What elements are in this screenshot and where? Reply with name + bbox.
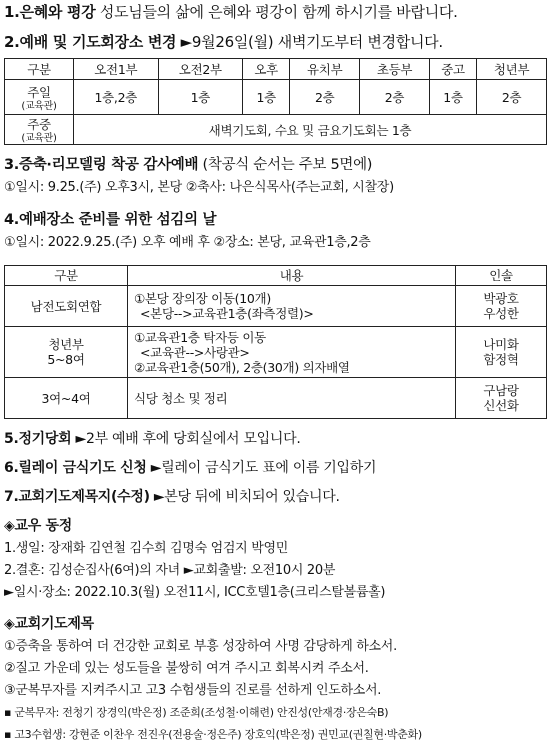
header-cell: 청년부 [477,59,547,80]
prayer-item: ①증축을 통하여 더 건강한 교회로 부흥 성장하여 사명 감당하게 하소서. [4,639,397,654]
sec4-line: ①일시: 2022.9.25.(주) 오후 예배 후 ②장소: 본당, 교육관1층,2층 [4,235,371,250]
leader-name: 신선화 [483,398,519,413]
service-table [4,265,547,419]
leader-cell [456,286,547,327]
sec6 [4,458,547,478]
leader-name: 박광호 [483,291,519,306]
leader-cell [456,378,547,419]
service-row [5,286,547,327]
service-row [5,327,547,378]
schedule-row-weekday [5,115,547,145]
header-cell: 유치부 [290,59,360,80]
cell: 1층,2층 [74,80,159,115]
header-cell: 인솔 [456,266,547,286]
row-label [5,80,74,115]
sec1 [4,2,547,22]
service-header-row [5,266,547,286]
prayer-item: ③군복무자를 지켜주시고 고3 수험생들의 진로를 선하게 인도하소서. [4,683,382,698]
row-label-main: 주일 [27,84,51,100]
sec5 [4,429,547,449]
schedule-row-sunday [5,80,547,115]
row-label-main: 주중 [27,117,51,132]
leader-name: 우성한 [483,306,519,321]
content-cell: 식당 청소 및 정리 [128,378,456,419]
cell: 1층 [429,80,476,115]
news-line: ►일시·장소: 2022.10.3(월) 오전11시, ICC호텔1층(크리스탈볼륨홀) [4,585,386,600]
header-cell: 구분 [5,59,74,80]
sec3-title: 3.증축·리모델링 착공 감사예배 [4,157,199,173]
row-label-sub: (교육관) [21,100,57,112]
sec1-title: 1.은혜와 평강 [4,3,96,21]
content-cell [128,286,456,327]
cell: 1층 [243,80,290,115]
sec6-title: 6.릴레이 금식기도 신청 [4,460,147,476]
sec6-text: ►릴레이 금식기도 표에 이름 기입하기 [150,460,377,476]
header-cell: 중고 [429,59,476,80]
row-label [5,115,74,145]
leader-name: 함정혁 [483,352,519,367]
service-row [5,378,547,419]
sec3-line: ①일시: 9.25.(주) 오후3시, 본당 ②축사: 나은식목사(주는교회, 시찰장) [4,180,394,195]
leader-cell [456,327,547,378]
sec4-title: 4.예배장소 준비를 위한 섬김의 날 [4,212,217,228]
content-line: <교육관-->사랑관> [140,344,250,360]
sec5-title: 5.정기당회 [4,431,72,447]
group-name: 5~8여 [47,352,85,367]
prayer-bullet: ▪ 군복무자: 전청기 장경익(박은정) 조준희(조성철·이해련) 안진성(안재경·장은숙B) [4,706,389,719]
cell: 2층 [477,80,547,115]
prayer-bullet: ▪ 고3수험생: 강현준 이찬우 전진우(전용술·정은주) 장호익(박은정) 권민교(권칠현·박춘화) [4,728,422,741]
sec5-text: ►2부 예배 후에 당회실에서 모입니다. [75,431,301,447]
news-title: ◈교우 동정 [4,518,72,534]
prayer-title: ◈교회기도제목 [4,616,94,632]
row-label-sub: (교육관) [21,133,57,144]
cell: 2층 [290,80,360,115]
leader-name: 구남랑 [483,383,519,398]
cell: 2층 [360,80,430,115]
news-line: 2.결혼: 김성순집사(6여)의 자녀 ►교회출발: 오전10시 20분 [4,563,336,578]
cell: 1층 [158,80,243,115]
group-cell: 남전도회연합 [5,286,128,327]
content-cell [128,327,456,378]
content-line: ①교육관1층 탁자등 이동 [134,329,266,345]
group-name: 청년부 [48,337,84,352]
leader-name: 나미화 [483,337,519,352]
group-cell [5,327,128,378]
news-line: 1.생일: 장재화 김연철 김수희 김명숙 엄검지 박영민 [4,541,289,556]
sec2 [4,32,547,52]
sec1-text: 성도님들의 삶에 은혜와 평강이 함께 하시기를 바랍니다. [99,3,458,21]
sec7 [4,487,547,507]
schedule-header-row [5,59,547,80]
schedule-table [4,58,547,145]
sec2-title: 2.예배 및 기도회장소 변경 [4,33,177,51]
content-line: ①본당 장의장 이동(10개) [134,291,271,306]
sec3-note: (착공식 순서는 주보 5면에) [202,157,373,173]
header-cell: 오후 [243,59,290,80]
group-cell: 3여~4여 [5,378,128,419]
header-cell: 초등부 [360,59,430,80]
content-line: ②교육관1층(50개), 2층(30개) 의자배열 [134,359,350,375]
header-cell: 구분 [5,266,128,286]
weekday-note: 새벽기도회, 수요 및 금요기도회는 1층 [74,115,547,145]
sec2-text: ►9월26일(월) 새벽기도부터 변경합니다. [180,33,443,51]
header-cell: 오전1부 [74,59,159,80]
sec3 [4,155,547,175]
header-cell: 오전2부 [158,59,243,80]
sec7-title: 7.교회기도제목지(수정) [4,489,150,505]
sec7-text: ►본당 뒤에 비치되어 있습니다. [153,489,340,505]
prayer-item: ②질고 가운데 있는 성도들을 불쌍히 여겨 주시고 회복시켜 주소서. [4,661,369,676]
header-cell: 내용 [128,266,456,286]
content-line: <본당-->교육관1층(좌측정렬)> [140,306,314,321]
bulletin-page [0,2,551,756]
